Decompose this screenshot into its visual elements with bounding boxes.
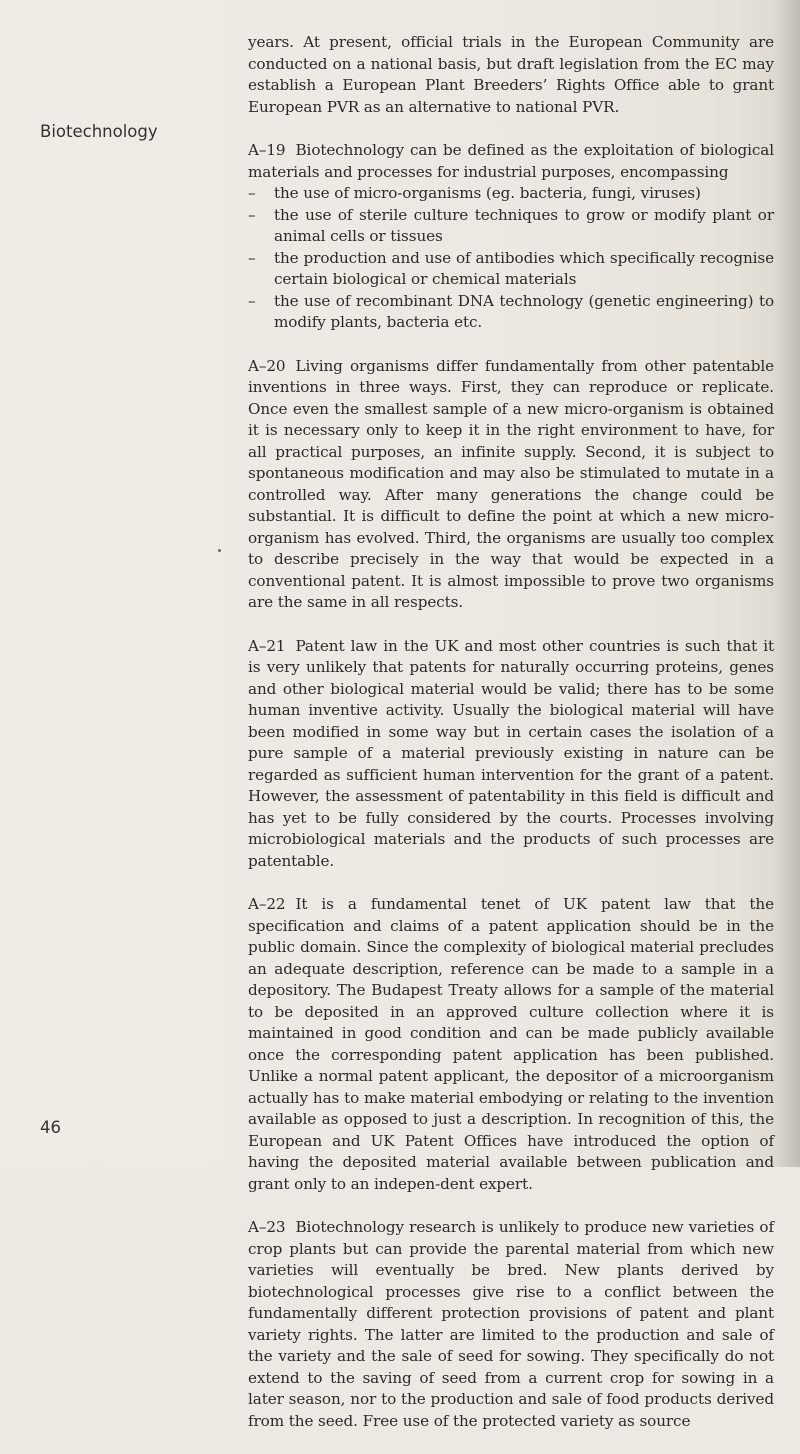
paragraph-a20	[248, 356, 774, 614]
definition-list	[248, 183, 774, 334]
print-speck	[218, 549, 221, 552]
paragraph-number: A–22	[248, 895, 286, 913]
page-edge-shadow	[774, 0, 800, 1167]
paragraph-a22	[248, 894, 774, 1195]
intro-paragraph: years. At present, official trials in the European Community are conducted on a national basis, but draft legislation from the EC may establish a European Plant Breeders’ Rights Office able to grant European PVR as an alternative to national PVR.	[248, 33, 774, 116]
body-text	[248, 32, 774, 1454]
list-item: – the use of micro-organisms (eg. bacteria, fungi, viruses)	[248, 183, 774, 205]
paragraph-a23	[248, 1217, 774, 1432]
paragraph-a21	[248, 636, 774, 873]
list-item: – the production and use of antibodies which specifically recognise certain biological or chemical materials	[248, 248, 774, 291]
paragraph-number: A–23	[248, 1218, 286, 1236]
page-number: 46	[40, 1118, 61, 1137]
paragraph-number: A–20	[248, 356, 286, 375]
list-item: – the use of sterile culture techniques to grow or modify plant or animal cells or tissues	[248, 205, 774, 248]
list-item: – the use of recombinant DNA technology (genetic engineering) to modify plants, bacteria etc.	[248, 291, 774, 334]
paragraph-a19-lead	[248, 140, 774, 183]
paragraph-text: Biotechnology can be defined as the exploitation of biological materials and processes for industrial purposes, encompassing	[248, 141, 774, 181]
paragraph-number: A–19	[248, 141, 286, 159]
paragraph-text: Living organisms differ fundamentally from other patentable inventions in three ways. First, they can reproduce or replicate. Once even the smallest sample of a new micro-organism is obtained it is necessary only to keep it in the right environment to have, for all practical purposes, an infinite supply. Second, it is subject to spontaneous modification and may also be stimulated to mutate in a controlled way. After many generations the change could be substantial. It is difficult to define the point at which a new micro-organism has evolved. Third, the organisms are usually too complex to describe precisely in the way that would be expected in a conventional patent. It is almost impossible to prove two organisms are the same in all respects.	[248, 356, 774, 611]
paragraph-text: It is a fundamental tenet of UK patent law that the specification and claims of a patent application should be in the public domain. Since the complexity of biological material precludes an adequate description, reference can be made to a sample in a depository. The Budapest Treaty allows for a sample of the material to be deposited in an approved culture collection where it is maintained in good condition and can be made publicly available once the corresponding patent application has been published. Unlike a normal patent applicant, the depositor of a microorganism actually has to make material embodying or relating to the invention available as opposed to just a description. In recognition of this, the European and UK Patent Offices have introduced the option of having the deposited material available between publication and grant only to an indepen-dent expert.	[248, 895, 774, 1193]
paragraph-a19	[248, 140, 774, 334]
paragraph-text: Biotechnology research is unlikely to produce new varieties of crop plants but can provide the parental material from which new varieties will eventually be bred. New plants derived by biotechnological processes give rise to a conflict between the fundamentally different protection provisions of patent and plant variety rights. The latter are limited to the production and sale of the variety and the sale of seed for sowing. They specifically do not extend to the saving of seed from a current crop for sowing in a later season, nor to the production and sale of food products derived from the seed. Free use of the protected variety as source	[248, 1218, 774, 1430]
paragraph-text: Patent law in the UK and most other countries is such that it is very unlikely that patents for naturally occurring proteins, genes and other biological material would be valid; there has to be some human inventive activity. Usually the biological material will have been modified in some way but in certain cases the isolation of a pure sample of a material previously existing in nature can be regarded as sufficient human intervention for the grant of a patent. However, the assessment of patentability in this field is difficult and has yet to be fully considered by the courts. Processes involving microbiological materials and the products of such processes are patentable.	[248, 636, 774, 870]
running-side-heading: Biotechnology	[40, 122, 158, 141]
paragraph-number: A–21	[248, 636, 286, 655]
